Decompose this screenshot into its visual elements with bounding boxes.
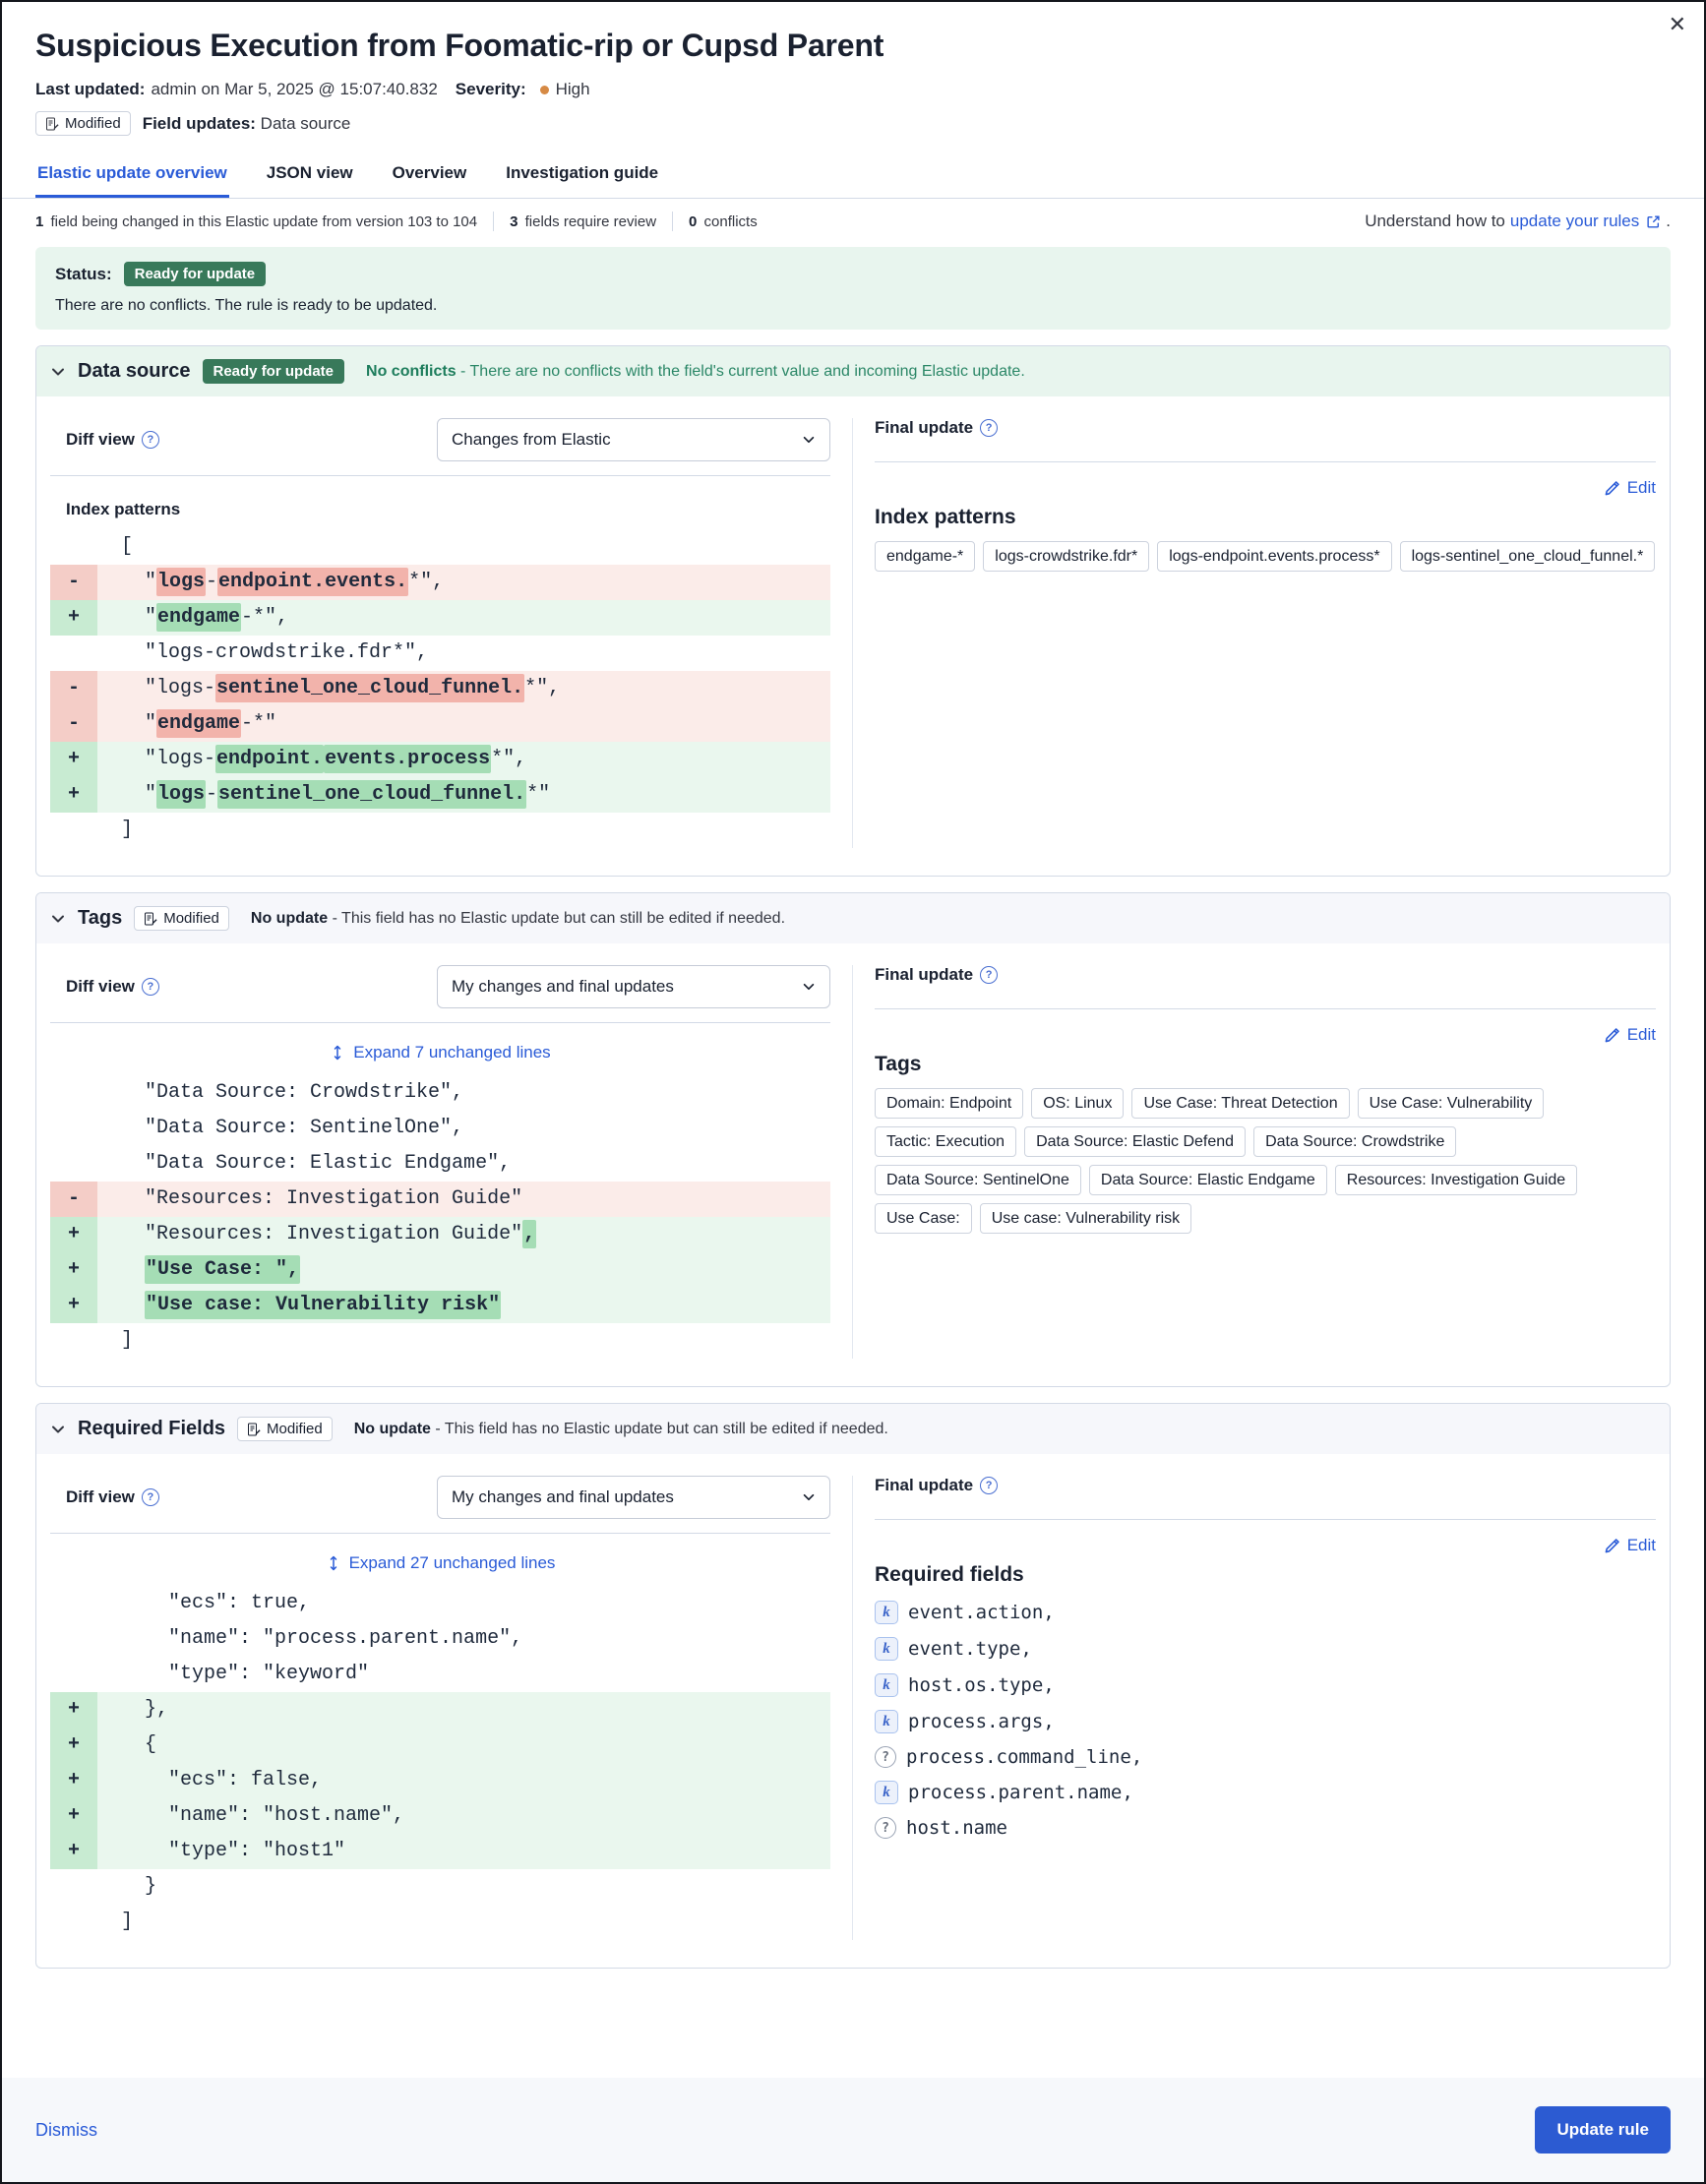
edit-button[interactable]: Edit [1604,1536,1656,1555]
tab-investigation-guide[interactable]: Investigation guide [506,163,659,182]
help-prefix: Understand how to [1365,212,1505,230]
tab-json-view[interactable]: JSON view [266,163,353,182]
diff-gutter: + [50,1798,97,1834]
required-field-name: process.parent.name, [908,1782,1133,1803]
diff-gutter: + [50,1763,97,1798]
diff-line-ctx: "Data Source: Elastic Endgame", [50,1146,830,1182]
document-edit-icon [144,912,157,926]
value-badge: Data Source: Elastic Defend [1024,1126,1246,1157]
diff-view-select[interactable] [437,418,830,461]
section-status-text: No update - This field has no Elastic update but can still be edited if needed. [250,909,786,927]
section-status-text: No update - This field has no Elastic update but can still be edited if needed. [353,1420,888,1437]
diff-line-del: - "Resources: Investigation Guide" [50,1182,830,1217]
required-field-name: event.type, [908,1638,1032,1660]
final-field-heading: Required fields [875,1563,1024,1586]
value-badge: OS: Linux [1031,1088,1124,1119]
section-status-badge [203,359,345,384]
diff-line-add: + "name": "host.name", [50,1798,830,1834]
final-update-column [853,418,1656,848]
section-title: Tags [78,907,123,929]
diff-gutter: - [50,1182,97,1217]
question-in-circle-icon[interactable]: ? [142,978,159,996]
value-badge-list [875,541,1656,572]
final-update-label: Final update ? [875,1476,998,1495]
section-badge-label: Modified [163,910,219,927]
severity-label: Severity: [455,80,526,98]
chevron-down-icon [802,1490,816,1504]
pencil-icon [1604,1538,1620,1554]
help-text [1365,212,1671,231]
divider [875,461,1656,462]
document-edit-icon [247,1423,261,1436]
expand-unchanged-row [50,1553,830,1576]
expand-unchanged-row [50,1043,830,1065]
required-field-row [875,1673,1656,1697]
dismiss-button[interactable]: Dismiss [35,2119,97,2140]
section-accordion-header[interactable] [36,893,1670,943]
section-status-badge [134,906,229,931]
status-callout [35,247,1671,330]
final-field-heading: Index patterns [875,506,1016,528]
section-accordion-header[interactable] [36,346,1670,396]
chevron-down-icon [50,911,66,927]
required-fields-list [875,1601,1656,1839]
field-updates-label: Field updates: [142,113,256,133]
keyword-field-icon: k [875,1781,898,1804]
diff-gutter: + [50,742,97,777]
diff-gutter [50,1657,97,1692]
field-updates-value: Data source [260,113,351,133]
keyword-field-icon: k [875,1601,898,1624]
question-in-circle-icon[interactable]: ? [980,1477,998,1494]
diff-gutter [50,1323,97,1359]
external-link-icon [1646,214,1661,229]
diff-gutter [50,529,97,565]
keyword-field-icon: k [875,1710,898,1733]
final-update-column [853,965,1656,1359]
diff-line-ctx: } [50,1869,830,1905]
diff-line-ctx: "Data Source: SentinelOne", [50,1111,830,1146]
value-badge: Data Source: Elastic Endgame [1089,1165,1327,1195]
diff-line-del: - "logs-sentinel_one_cloud_funnel.*", [50,671,830,706]
divider [672,212,673,231]
unknown-field-icon: ? [875,1746,896,1768]
edit-button[interactable]: Edit [1604,1025,1656,1045]
required-field-row [875,1710,1656,1733]
section-data-source [35,345,1671,877]
edit-button[interactable]: Edit [1604,478,1656,498]
section-title: Data source [78,360,191,382]
value-badge: logs-endpoint.events.process* [1157,541,1391,572]
diff-line-add: + "logs-endpoint. events.process*", [50,742,830,777]
diff-gutter: + [50,1834,97,1869]
diff-code-block [50,1586,830,1940]
update-rule-button[interactable]: Update rule [1535,2106,1671,2154]
question-in-circle-icon[interactable]: ? [142,1488,159,1506]
diff-column [50,418,853,848]
chevron-down-icon [802,433,816,447]
help-suffix: . [1666,212,1671,230]
diff-column [50,965,853,1359]
diff-line-del: - "logs-endpoint.events.*", [50,565,830,600]
required-field-name: host.os.type, [908,1674,1055,1696]
required-field-row [875,1817,1656,1839]
diff-line-ctx: ] [50,813,830,848]
expand-icon [326,1555,341,1571]
final-update-label: Final update ? [875,418,998,438]
update-your-rules-link[interactable]: update your rules [1509,212,1640,230]
keyword-field-icon: k [875,1637,898,1661]
section-required-fields [35,1403,1671,1969]
section-status-text: No conflicts - There are no conflicts with the field's current value and incoming Elastic update. [366,362,1025,380]
diff-line-ctx: "ecs": true, [50,1586,830,1621]
diff-view-select-value: My changes and final updates [452,1487,674,1506]
diff-gutter: + [50,1217,97,1252]
diff-gutter: + [50,600,97,636]
value-badge: Tactic: Execution [875,1126,1016,1157]
document-edit-icon [45,117,59,131]
diff-view-label: Diff view ? [66,1487,159,1507]
required-field-row [875,1637,1656,1661]
summary-stat: 1 field being changed in this Elastic update from version 103 to 104 [35,212,478,230]
tab-elastic-update-overview[interactable]: Elastic update overview [35,155,229,198]
question-in-circle-icon[interactable]: ? [142,431,159,449]
diff-gutter: + [50,1692,97,1728]
diff-line-ctx: "Data Source: Crowdstrike", [50,1075,830,1111]
required-field-name: host.name [906,1817,1007,1839]
value-badge: Use Case: [875,1203,972,1234]
required-field-row [875,1601,1656,1624]
chevron-down-icon [50,364,66,380]
required-field-row [875,1746,1656,1768]
diff-line-ctx: "type": "keyword" [50,1657,830,1692]
chevron-down-icon [802,980,816,994]
update-summary-row [35,199,1671,241]
value-badge: endgame-* [875,541,975,572]
sections [35,345,1671,1969]
expand-unchanged-link[interactable]: Expand 7 unchanged lines [330,1043,550,1062]
diff-view-label: Diff view ? [66,430,159,450]
diff-view-select-value: My changes and final updates [452,977,674,996]
last-updated-label: Last updated: [35,80,146,98]
tab-bar [2,155,1704,199]
final-update-column [853,1476,1656,1940]
final-field-heading: Tags [875,1053,922,1075]
value-badge: Resources: Investigation Guide [1335,1165,1577,1195]
diff-line-add: + { [50,1728,830,1763]
question-in-circle-icon[interactable]: ? [980,419,998,437]
pencil-icon [1604,1027,1620,1044]
diff-code-block [50,1075,830,1359]
diff-line-ctx: "name": "process.parent.name", [50,1621,830,1657]
value-badge: Use case: Vulnerability risk [980,1203,1191,1234]
page-title: Suspicious Execution from Foomatic-rip or Cupsd Parent [35,28,884,63]
diff-gutter: + [50,1288,97,1323]
diff-code-block [50,529,830,848]
diff-column [50,1476,853,1940]
section-badge-label: Ready for update [213,363,335,380]
divider [493,212,494,231]
close-icon[interactable]: ✕ [1668,12,1686,36]
value-badge: Use Case: Vulnerability [1358,1088,1545,1119]
value-badge: logs-crowdstrike.fdr* [983,541,1149,572]
section-tags [35,892,1671,1387]
diff-line-add: + "Resources: Investigation Guide", [50,1217,830,1252]
keyword-field-icon: k [875,1673,898,1697]
diff-view-label: Diff view ? [66,977,159,997]
diff-gutter [50,1869,97,1905]
modified-badge [35,111,131,136]
diff-gutter: - [50,671,97,706]
expand-unchanged-link[interactable]: Expand 27 unchanged lines [326,1553,556,1573]
divider [875,1519,1656,1520]
value-badge: Domain: Endpoint [875,1088,1023,1119]
value-badge: logs-sentinel_one_cloud_funnel.* [1400,541,1656,572]
summary-stat: 3 fields require review [510,212,657,230]
diff-line-add: + "ecs": false, [50,1763,830,1798]
summary-stat: 0 conflicts [689,212,758,230]
diff-line-add: + "endgame-*", [50,600,830,636]
divider [50,1533,830,1534]
value-badge: Data Source: SentinelOne [875,1165,1081,1195]
section-accordion-header[interactable] [36,1404,1670,1454]
divider [50,1022,830,1023]
modified-badge-label: Modified [65,115,121,132]
required-field-name: process.command_line, [906,1746,1143,1768]
required-field-row [875,1781,1656,1804]
status-message: There are no conflicts. The rule is ready to be updated. [55,297,438,314]
diff-gutter: + [50,1252,97,1288]
value-badge-list [875,1088,1656,1234]
pencil-icon [1604,480,1620,497]
diff-line-ctx: ] [50,1323,830,1359]
diff-line-add: + "logs-sentinel_one_cloud_funnel.*" [50,777,830,813]
diff-gutter [50,1621,97,1657]
diff-gutter [50,1905,97,1940]
value-badge: Use Case: Threat Detection [1131,1088,1349,1119]
field-updates-row [35,111,1671,136]
last-updated-value: admin on Mar 5, 2025 @ 15:07:40.832 [151,80,438,98]
diff-line-add: + "Use Case: ", [50,1252,830,1288]
required-field-name: event.action, [908,1602,1055,1623]
diff-gutter [50,1146,97,1182]
flyout-footer [2,2078,1704,2182]
diff-view-select-value: Changes from Elastic [452,430,611,449]
diff-gutter [50,636,97,671]
severity-value: High [555,80,590,98]
divider [875,1008,1656,1009]
tab-overview[interactable]: Overview [392,163,467,182]
diff-line-add: + "type": "host1" [50,1834,830,1869]
diff-view-select[interactable] [437,965,830,1008]
diff-field-label: Index patterns [66,500,181,518]
section-status-badge [237,1417,333,1441]
diff-line-ctx: ] [50,1905,830,1940]
expand-icon [330,1045,345,1061]
diff-line-add: + }, [50,1692,830,1728]
section-badge-label: Modified [267,1421,323,1437]
diff-line-add: + "Use case: Vulnerability risk" [50,1288,830,1323]
required-field-name: process.args, [908,1711,1055,1732]
unknown-field-icon: ? [875,1817,896,1839]
value-badge: Data Source: Crowdstrike [1253,1126,1456,1157]
diff-line-ctx: "logs-crowdstrike.fdr*", [50,636,830,671]
rule-meta [35,80,1671,99]
diff-view-select[interactable] [437,1476,830,1519]
divider [50,475,830,476]
final-update-label: Final update ? [875,965,998,985]
diff-gutter: + [50,1728,97,1763]
question-in-circle-icon[interactable]: ? [980,966,998,984]
diff-gutter: - [50,706,97,742]
diff-gutter [50,1111,97,1146]
diff-gutter [50,1586,97,1621]
diff-line-ctx: [ [50,529,830,565]
diff-gutter: - [50,565,97,600]
section-title: Required Fields [78,1418,226,1439]
chevron-down-icon [50,1422,66,1437]
diff-gutter [50,813,97,848]
diff-line-del: - "endgame-*" [50,706,830,742]
status-label: Status: [55,264,112,283]
status-badge: Ready for update [124,262,267,286]
diff-gutter: + [50,777,97,813]
flyout-content [2,2,1704,2078]
diff-gutter [50,1075,97,1111]
severity-high-dot-icon [540,86,549,94]
